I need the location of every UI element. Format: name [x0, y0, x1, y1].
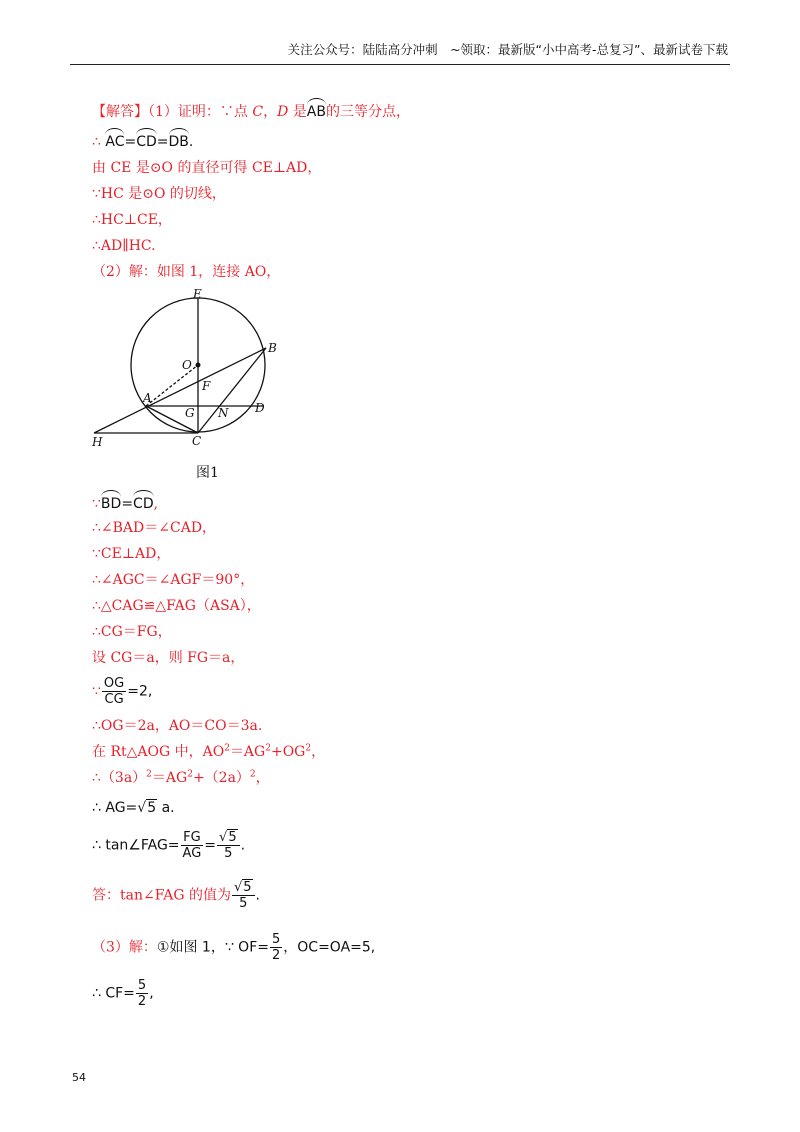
numerator: √5 — [217, 830, 240, 846]
label-n: N — [218, 406, 229, 420]
text: （3）解： — [92, 939, 157, 956]
text: a. — [157, 800, 175, 816]
text: ， — [263, 104, 278, 120]
text: +OG — [270, 744, 306, 760]
text: （1）证明：∵点 — [148, 104, 253, 120]
numerator: √5 — [232, 880, 255, 896]
sqrt-5: √5 — [137, 800, 157, 816]
text: ∵ — [92, 683, 101, 700]
center-dot — [196, 363, 201, 368]
text: +（2a） — [192, 770, 250, 786]
arc-ab: AB — [307, 98, 326, 122]
label-o: O — [182, 358, 192, 372]
label-c: C — [192, 434, 202, 448]
line-11: ∴∠AGC＝∠AGF＝90°， — [92, 572, 255, 588]
arc-bd: BD — [101, 490, 121, 514]
exponent: 2 — [187, 769, 193, 780]
line-20 — [92, 830, 245, 861]
line-4: ∵HC 是⊙O 的切线， — [92, 186, 226, 202]
exponent: 2 — [265, 743, 271, 754]
denominator: AG — [182, 846, 202, 861]
label-f: F — [202, 379, 211, 393]
numerator: 5 — [272, 932, 281, 947]
text: ∴ — [92, 134, 106, 150]
text: ∴ AG= — [92, 800, 138, 816]
text: 是 — [288, 104, 307, 120]
arc-cd-2: CD — [133, 490, 154, 514]
denominator: 5 — [224, 846, 233, 861]
line-2 — [92, 128, 193, 152]
text: . — [255, 887, 260, 904]
text: ＝AG — [151, 770, 188, 786]
text: 在 Rt△AOG 中，AO — [92, 744, 225, 760]
numerator: OG — [103, 676, 125, 691]
text: ∴ CF= — [92, 985, 135, 1002]
line-23 — [92, 978, 154, 1009]
line-3: 由 CE 是⊙O 的直径可得 CE⊥AD， — [92, 160, 322, 176]
text: ∴ tan∠FAG= — [92, 837, 180, 854]
text: 答：tan∠FAG 的值为 — [92, 887, 231, 904]
label-d: D — [255, 401, 265, 415]
answer-tag: 【解答】 — [92, 104, 148, 120]
header-divider — [70, 64, 730, 65]
text: . — [188, 134, 194, 150]
label-b: B — [268, 341, 277, 355]
line-13: ∴CG＝FG， — [92, 624, 172, 640]
line-7: （2）解：如图 1，连接 AO， — [92, 264, 281, 280]
line-10: ∵CE⊥AD， — [92, 546, 171, 562]
page-number: 54 — [72, 1071, 86, 1084]
line-8 — [92, 490, 158, 514]
text: = — [204, 837, 217, 854]
line-17 — [92, 742, 325, 762]
text: ＝AG — [229, 744, 266, 760]
label-h: H — [92, 435, 103, 449]
arc-ac: AC — [105, 128, 124, 152]
text: ， — [311, 744, 326, 760]
text: , — [153, 496, 159, 512]
line-9: ∴∠BAD＝∠CAD， — [92, 520, 217, 536]
radicand: 5 — [243, 880, 252, 895]
fraction-cf — [136, 978, 148, 1009]
line-19 — [92, 798, 175, 818]
line-18 — [92, 768, 270, 788]
numerator: 5 — [137, 978, 147, 993]
line-1 — [92, 98, 410, 122]
header-text: 关注公众号：陆陆高分冲刺 ~领取：最新版“小中高考-总复习”、最新试卷下载 — [287, 42, 728, 57]
geometry-figure — [86, 282, 286, 452]
text: 的三等分点， — [325, 104, 410, 120]
line-15 — [92, 676, 152, 707]
label-e: E — [193, 287, 202, 301]
line-14: 设 CG＝a，则 FG＝a， — [92, 650, 245, 666]
arc-cd: CD — [136, 128, 157, 152]
text: . — [240, 837, 246, 854]
text: ，OC=OA=5, — [283, 939, 376, 956]
label-a: A — [143, 391, 152, 405]
arc-db: DB — [169, 128, 189, 152]
exponent: 2 — [146, 769, 152, 780]
radicand: 5 — [147, 800, 157, 816]
text: = — [156, 134, 169, 150]
page-header — [0, 0, 800, 66]
radicand: 5 — [228, 830, 237, 845]
text: D — [277, 104, 289, 120]
line-12: ∴△CAG≌△FAG（ASA）， — [92, 598, 261, 614]
figure-caption: 图1 — [196, 465, 219, 481]
text: = — [121, 496, 134, 512]
fraction-root5-5 — [217, 830, 240, 861]
text: C — [252, 104, 264, 120]
line-16: ∴OG＝2a，AO＝CO＝3a. — [92, 718, 263, 734]
fraction-fg-ag — [181, 830, 204, 861]
text: = — [124, 134, 137, 150]
line-5: ∴HC⊥CE， — [92, 212, 172, 228]
line-22 — [92, 932, 375, 963]
fraction-of — [270, 932, 282, 963]
text: ∴（3a） — [92, 770, 147, 786]
text: , — [149, 985, 154, 1002]
denominator: CG — [104, 692, 124, 707]
text: =2, — [127, 683, 153, 700]
fraction-answer — [232, 880, 255, 911]
exponent: 2 — [305, 743, 312, 754]
line-hb — [94, 348, 266, 433]
text: ， — [255, 770, 270, 786]
text: ①如图 1，∵ OF= — [156, 939, 269, 956]
line-6: ∴AD∥HC. — [92, 238, 156, 254]
numerator: FG — [181, 830, 204, 846]
exponent: 2 — [224, 743, 230, 754]
denominator: 2 — [137, 994, 147, 1009]
fraction-og-cg — [102, 676, 126, 707]
exponent: 2 — [249, 769, 256, 780]
line-21 — [92, 880, 260, 911]
text: ∵ — [92, 496, 101, 512]
denominator: 5 — [239, 896, 248, 911]
denominator: 2 — [272, 948, 281, 963]
label-g: G — [185, 406, 195, 420]
